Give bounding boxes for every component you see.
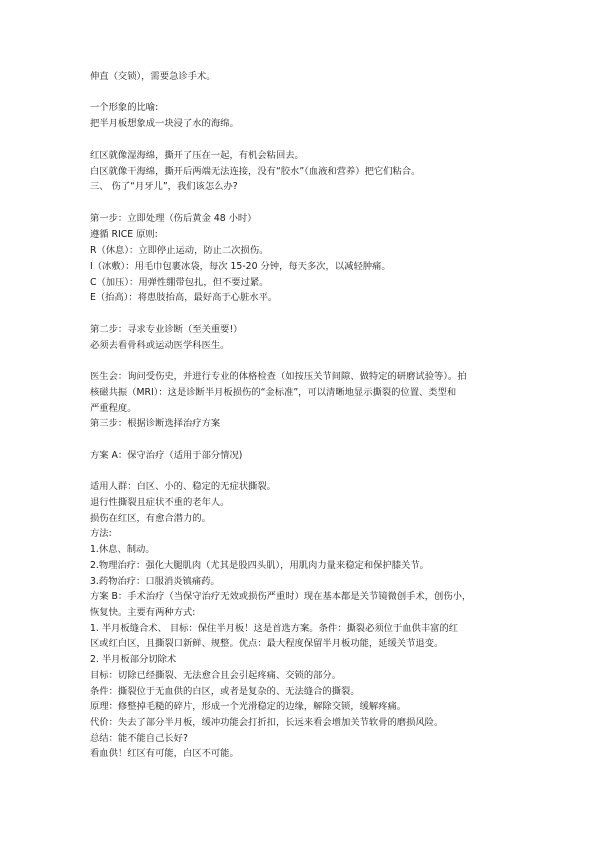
text-line: 必须去看骨科或运动医学科医生。 bbox=[90, 340, 230, 351]
text-line: 把半月板想象成一块浸了水的海绵。 bbox=[90, 118, 239, 129]
text-line: 一个形象的比喻: bbox=[90, 102, 159, 113]
text-line: R（休息）：立即停止运动，防止二次损伤。 bbox=[90, 245, 269, 256]
step-heading: 第一步：立即处理（伤后黄金 48 小时） bbox=[90, 213, 257, 224]
text-line: 严重程度。 bbox=[90, 403, 137, 414]
text-line: 医生会：询问受伤史，并进行专业的体格检查（如按压关节间隙、做特定的研磨试验等）。拍 bbox=[90, 371, 467, 382]
section-heading: 三、 伤了“月牙儿”，我们该怎么办? bbox=[90, 181, 238, 192]
text-line: 2. 半月板部分切除术 bbox=[90, 654, 177, 665]
text-line: 2.物理治疗：强化大腿肌肉（尤其是股四头肌），用肌肉力量来稳定和保护膝关节。 bbox=[90, 560, 429, 571]
text-line: 恢复快。主要有两种方式: bbox=[90, 607, 196, 618]
text-line: 遵循 RICE 原则: bbox=[90, 229, 158, 240]
text-line: 退行性撕裂且症状不重的老年人。 bbox=[90, 497, 230, 508]
text-line: I（冰敷）：用毛巾包裹冰袋，每次 15-20 分钟，每天多次，以减轻肿痛。 bbox=[90, 261, 391, 272]
plan-heading: 方案 B：手术治疗（当保守治疗无效或损伤严重时）现在基本都是关节镜微创手术，创伤小， bbox=[90, 591, 472, 602]
text-line: 原理：修整掉毛糙的碎片，形成一个光滑稳定的边缘，解除交锁，缓解疼痛。 bbox=[90, 701, 407, 712]
text-line: 1. 半月板缝合术、 目标：保住半月板！这是首选方案。条件：撕裂必须位于血供丰富的红 bbox=[90, 623, 459, 634]
step-heading: 第三步：根据诊断选择治疗方案 bbox=[90, 418, 221, 429]
text-line: 方法: bbox=[90, 528, 112, 539]
text-line: 核磁共振（MRI）：这是诊断半月板损伤的“金标准”，可以清晰地显示撕裂的位置、类型和 bbox=[90, 387, 457, 398]
step-heading: 第二步：寻求专业诊断（至关重要!） bbox=[90, 324, 243, 335]
summary-heading: 总结：能不能自己长好? bbox=[90, 733, 188, 744]
text-line: 区或红白区，且撕裂口新鲜、规整。优点：最大程度保留半月板功能，延缓关节退变。 bbox=[90, 638, 444, 649]
text-line: 代价：失去了部分半月板，缓冲功能会打折扣，长远来看会增加关节软骨的磨损风险。 bbox=[90, 717, 444, 728]
text-line: 损伤在红区，有愈合潜力的。 bbox=[90, 513, 211, 524]
text-line: 红区就像湿海绵，撕开了压在一起，有机会粘回去。 bbox=[90, 150, 304, 161]
text-line: 适用人群：白区、小的、稳定的无症状撕裂。 bbox=[90, 481, 276, 492]
text-line: 3.药物治疗：口服消炎镇痛药。 bbox=[90, 576, 220, 587]
text-line: 看血供！红区有可能，白区不可能。 bbox=[90, 748, 239, 759]
text-line: 白区就像干海绵，撕开后两端无法连接，没有“胶水”（血液和营养）把它们粘合。 bbox=[90, 166, 421, 177]
text-line: 1.休息、制动。 bbox=[90, 544, 155, 555]
text-line: 目标：切除已经撕裂、无法愈合且会引起疼痛、交锁的部分。 bbox=[90, 670, 342, 681]
text-line: 条件：撕裂位于无血供的白区，或者是复杂的、无法缝合的撕裂。 bbox=[90, 686, 360, 697]
text-line: C（加压）：用弹性绷带包扎，但不要过紧。 bbox=[90, 277, 269, 288]
plan-heading: 方案 A：保守治疗（适用于部分情况) bbox=[90, 450, 243, 461]
text-line: 伸直（交锁），需要急诊手术。 bbox=[90, 71, 216, 82]
text-line: E（抬高）：将患肢抬高，最好高于心脏水平。 bbox=[90, 292, 278, 303]
